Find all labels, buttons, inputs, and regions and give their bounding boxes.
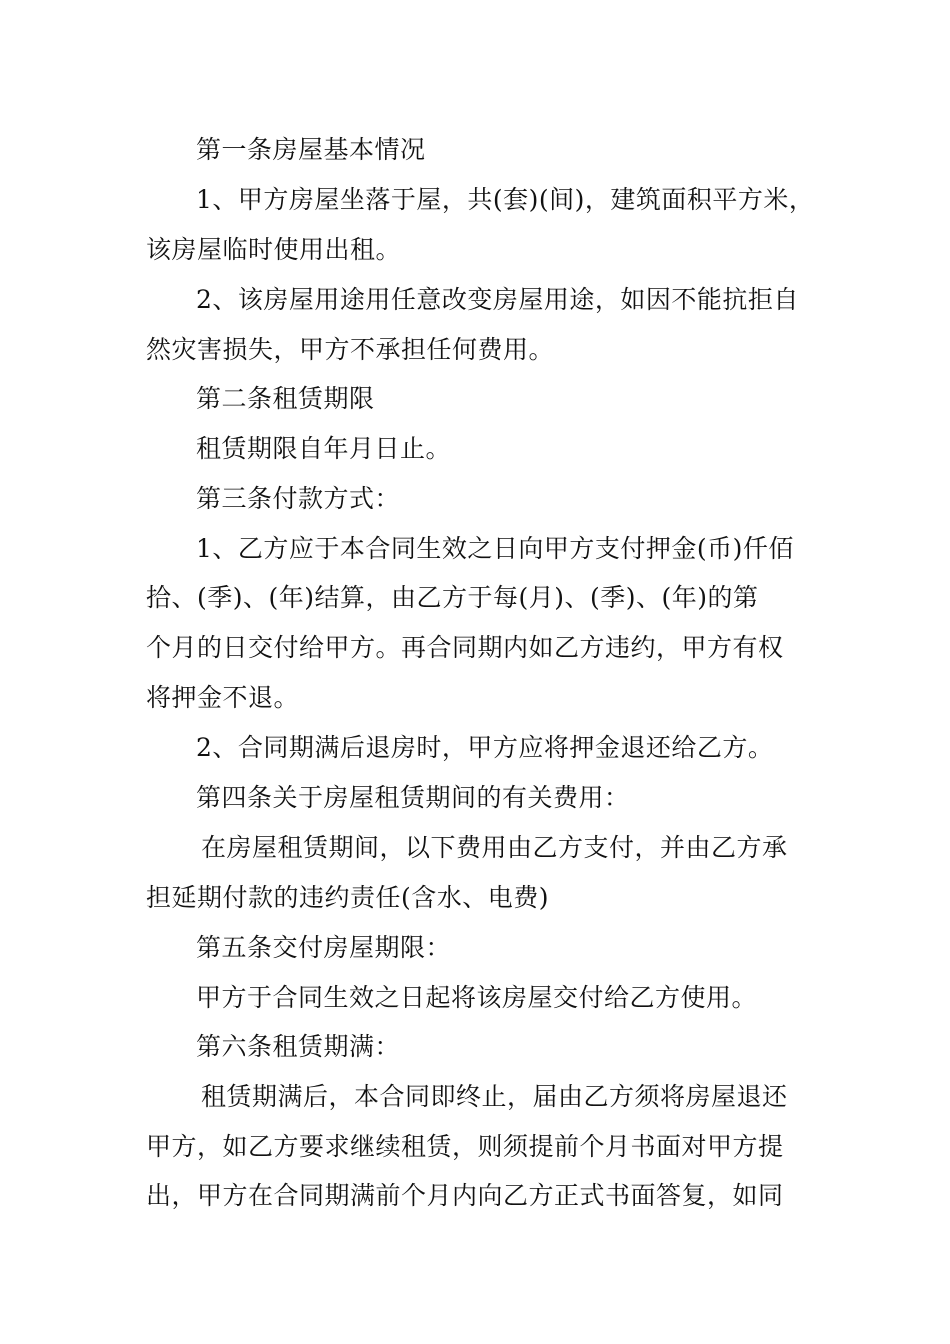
- paragraph-line: 甲方于合同生效之日起将该房屋交付给乙方使用。: [196, 983, 758, 1012]
- article-1-heading: 第一条房屋基本情况: [196, 135, 426, 164]
- paragraph-line: 2、该房屋用途用任意改变房屋用途，如因不能抗拒自: [196, 285, 799, 314]
- article-6-heading: 第六条租赁期满：: [196, 1032, 401, 1061]
- paragraph-line: 出，甲方在合同期满前个月内向乙方正式书面答复，如同: [146, 1181, 784, 1210]
- paragraph-line: 该房屋临时使用出租。: [146, 235, 402, 264]
- article-5-heading: 第五条交付房屋期限：: [196, 933, 452, 962]
- paragraph-line: 甲方，如乙方要求继续租赁，则须提前个月书面对甲方提: [146, 1132, 784, 1161]
- paragraph-line: 租赁期限自年月日止。: [196, 434, 452, 463]
- paragraph-line: 在房屋租赁期间，以下费用由乙方支付，并由乙方承: [201, 833, 788, 862]
- paragraph-line: 2、合同期满后退房时，甲方应将押金退还给乙方。: [196, 733, 774, 762]
- paragraph-line: 将押金不退。: [146, 683, 300, 712]
- article-2-heading: 第二条租赁期限: [196, 384, 375, 413]
- paragraph-line: 1、乙方应于本合同生效之日向甲方支付押金(币)仟佰: [196, 534, 794, 563]
- article-4-heading: 第四条关于房屋租赁期间的有关费用：: [196, 783, 630, 812]
- article-3-heading: 第三条付款方式：: [196, 484, 401, 513]
- paragraph-line: 1、甲方房屋坐落于屋，共(套)(间)，建筑面积平方米，: [196, 185, 815, 214]
- paragraph-line: 然灾害损失，甲方不承担任何费用。: [146, 335, 555, 364]
- paragraph-line: 拾、(季)、(年)结算，由乙方于每(月)、(季)、(年)的第: [146, 583, 759, 612]
- paragraph-line: 租赁期满后，本合同即终止，届由乙方须将房屋退还: [201, 1082, 788, 1111]
- paragraph-line: 担延期付款的违约责任(含水、电费): [146, 883, 550, 912]
- paragraph-line: 个月的日交付给甲方。再合同期内如乙方违约，甲方有权: [146, 633, 784, 662]
